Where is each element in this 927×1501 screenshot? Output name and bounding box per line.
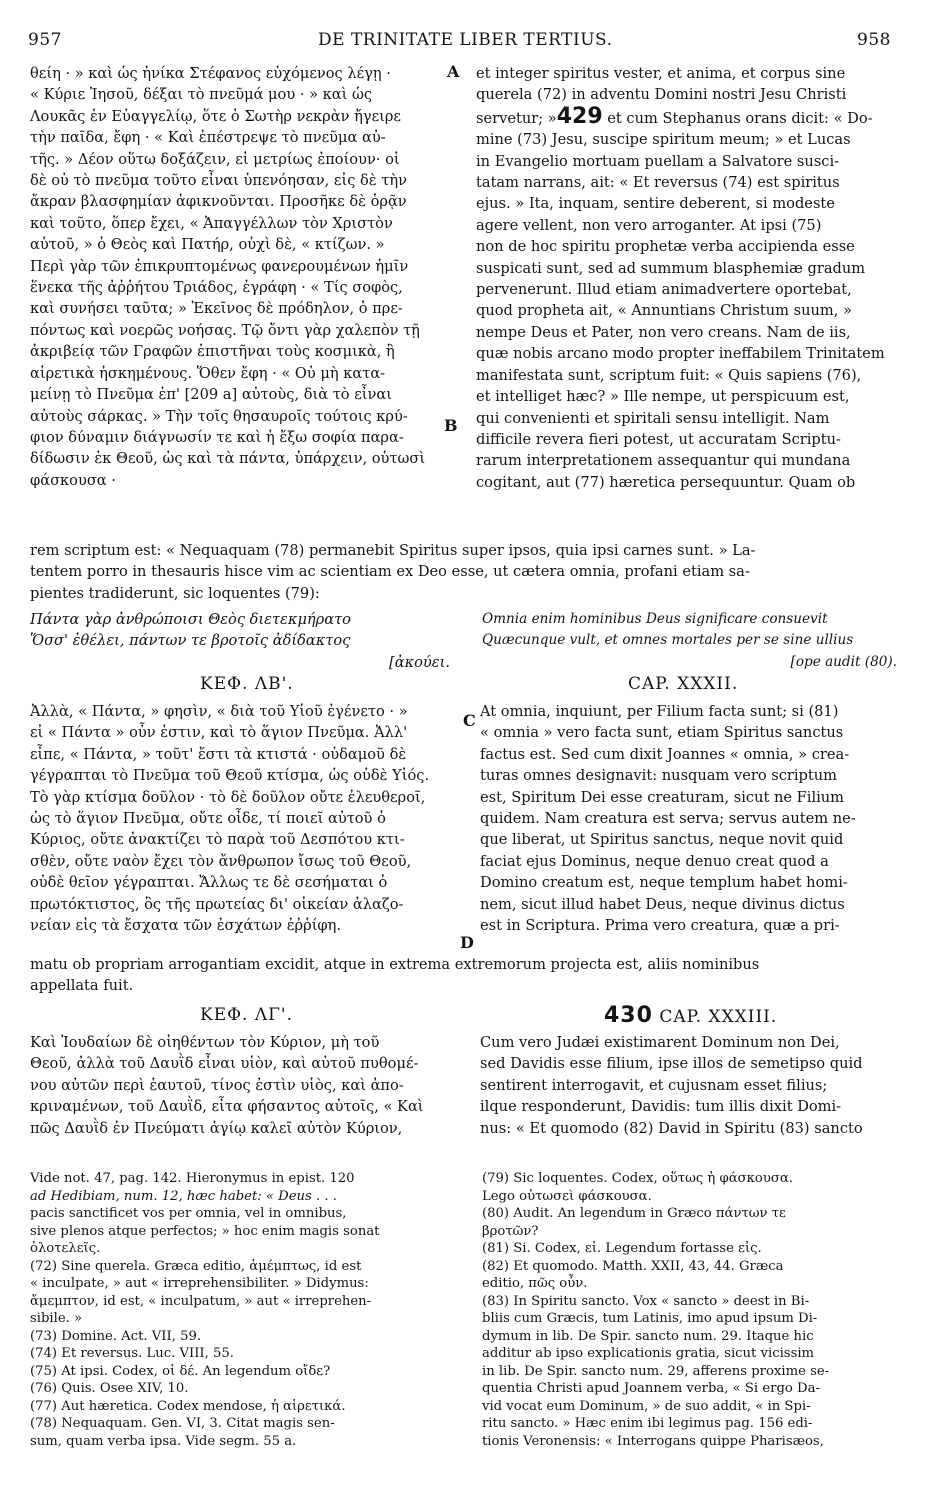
greek-column-1 [30, 63, 440, 491]
greek-line: καὶ τοῦτο, ὅπερ ἔχει, « Ἀπαγγέλλων τὸν Χριστὸν [30, 214, 393, 232]
footnote-line: ὁλοτελεῖς. [30, 1241, 101, 1256]
greek-line: εἶπε, « Πάντα, » τοῦτ' ἔστι τὰ κτιστά · οὐδαμοῦ δὲ [30, 745, 407, 763]
full-width-text-2 [30, 954, 900, 997]
greek-line: ὡς τὸ ἅγιον Πνεῦμα, οὔτε οἶδε, τί ποιεῖ αὐτοῦ ὁ [30, 810, 386, 828]
column-marker-429: 429 [556, 103, 603, 129]
full-line: tentem porro in thesauris hisce vim ac scientiam ex Deo esse, ut cætera omnia, profani etiam sa- [30, 563, 750, 581]
greek-line: τὴν παῖδα, ἔφη · « Καὶ ἐπέστρεψε τὸ πνεῦμα αὐ- [30, 129, 386, 147]
chapter-title-latin [604, 1003, 777, 1028]
latin-line: At omnia, inquiunt, per Filium facta sunt; si (81) [480, 703, 839, 720]
greek-line: οὐδὲ θεῖον γέγραπται. Ἄλλως τε δὲ σεσήμαται ὁ [30, 874, 388, 892]
greek-line: νείαν εἰς τὰ ἔσχατα τῶν ἐσχάτων ἐῤῥίφη. [30, 917, 342, 935]
greek-verse [30, 609, 450, 673]
footnote-line: (77) Aut hæretica. Codex mendose, ἡ αἱρετικά. [30, 1398, 346, 1414]
page-number-right: 958 [857, 30, 891, 50]
latin-line: querela (72) in adventu Domini nostri Jesu Christi [476, 86, 847, 104]
latin-line: est in Scriptura. Prima vero creatura, quæ a pri- [480, 917, 840, 935]
chapter-title-greek: ΚΕΦ. ΛΓ'. [200, 1005, 294, 1025]
latin-line-segment: et cum Stephanus orans dicit: « Do- [607, 109, 873, 127]
latin-line: sentirent interrogavit, et cujusnam esset filius; [480, 1076, 828, 1094]
footnote-line: (76) Quis. Osee XIV, 10. [30, 1381, 189, 1396]
footnote-line: Vide not. 47, pag. 142. Hieronymus in epist. 120 [30, 1171, 355, 1186]
greek-line: πῶς Δαυῒδ ἐν Πνεύματι ἁγίῳ καλεῖ αὐτὸν Κύριον, [30, 1119, 403, 1137]
greek-line: Θεοῦ, ἀλλὰ τοῦ Δαυῒδ εἶναι υἱὸν, καὶ αὐτοῦ πυθομέ- [30, 1055, 419, 1073]
verse-line: Ὅσσ' ἐθέλει, πάντων τε βροτοῖς ἀδίδακτος [30, 632, 351, 650]
latin-line: est, Spiritum Dei esse creaturam, sicut ne Filium [480, 788, 845, 806]
greek-line: θείη · » καὶ ὡς ἡνίκα Στέφανος εὐχόμενος λέγῃ · [30, 65, 391, 82]
latin-line: suspicati sunt, sed ad summum blasphemiæ gradum [476, 259, 866, 277]
footnote-line: (78) Nequaquam. Gen. VI, 3. Citat magis sen- [30, 1416, 335, 1431]
verse-line: [ope audit (80). [790, 653, 897, 670]
footnote-line: editio, πῶς οὖν. [482, 1276, 588, 1291]
latin-line: tatam narrans, ait: « Et reversus (74) est spiritus [476, 174, 840, 192]
greek-column-2 [30, 701, 450, 936]
footnote-line: Lego οὑτωσεὶ φάσκουσα. [482, 1188, 652, 1204]
greek-line: σθὲν, οὔτε ναὸν ἔχει τὸν ἄνθρωπον ἴσως τοῦ Θεοῦ, [30, 852, 412, 870]
latin-line: et intelliget hæc? » Ille nempe, ut perspicuum est, [476, 388, 850, 406]
full-line: pientes tradiderunt, sic loquentes (79): [30, 584, 320, 602]
verse-line: [ἀκούει. [389, 653, 450, 671]
latin-line: pervenerunt. Illud etiam animadvertere oportebat, [476, 281, 852, 299]
greek-line: πόντως καὶ νοερῶς νοήσας. Τῷ ὄντι γὰρ χαλεπὸν τῇ [30, 321, 420, 339]
latin-line: que liberat, ut Spiritus sanctus, neque novit quid [480, 831, 844, 849]
latin-line: nempe Deus et Pater, non vero creans. Nam de iis, [476, 323, 851, 341]
footnote-line: sive plenos atque perfectos; » hoc enim magis sonat [30, 1223, 380, 1239]
latin-line: Cum vero Judæi existimarent Dominum non Dei, [480, 1034, 840, 1051]
footnote-line: ritu sancto. » Hæc enim ibi legimus pag. 156 edi- [482, 1416, 813, 1431]
greek-line: αὐτοὺς σάρκας. » Τὴν τοῖς θησαυροῖς τούτοις κρύ- [30, 407, 408, 425]
verse-line: Quæcunque vult, et omnes mortales per se sine ullius [482, 632, 854, 649]
latin-verse [482, 609, 897, 673]
greek-line: νου αὐτῶν περὶ ἑαυτοῦ, τίνος ἐστὶν υἱὸς, καὶ ἀπο- [30, 1076, 404, 1094]
latin-line: « omnia » vero facta sunt, etiam Spiritus sanctus [480, 724, 844, 742]
footnote-line: (74) Et reversus. Luc. VIII, 55. [30, 1346, 234, 1361]
footnote-line: (79) Sic loquentes. Codex, οὕτως ἡ φάσκουσα. [482, 1171, 793, 1186]
running-title: DE TRINITATE LIBER TERTIUS. [318, 30, 613, 50]
footnote-line: ad Hedibiam, num. 12, hæc habet: « Deus . . . [30, 1188, 337, 1204]
margin-letter-b: B [444, 416, 458, 435]
greek-line: Λουκᾶς ἐν Εὐαγγελίῳ, ὅτε ὁ Σωτὴρ νεκρὰν ἤγειρε [30, 107, 401, 125]
footnote-line: sibile. » [30, 1311, 83, 1326]
full-width-text-1 [30, 540, 900, 604]
greek-line: « Κύριε Ἰησοῦ, δέξαι τὸ πνεῦμά μου · » καὶ ὡς [30, 86, 373, 104]
margin-letter-d: D [460, 933, 474, 952]
greek-line: κριναμένων, τοῦ Δαυῒδ, εἶτα φήσαντος αὐτοῖς, « Καὶ [30, 1098, 424, 1116]
greek-line: αἱρετικὰ ἠσκημένους. Ὅθεν ἔφη · « Οὐ μὴ κατα- [30, 364, 386, 382]
greek-line: ἕνεκα τῆς ἀῤῥήτου Τριάδος, ἐγράφη · « Τίς σοφὸς, [30, 279, 403, 297]
latin-line: rarum interpretationem assequantur qui mundana [476, 452, 851, 470]
full-line: matu ob propriam arrogantiam excidit, atque in extrema extremorum projecta est, aliis nominibus [30, 956, 760, 973]
greek-line: δίδωσιν ἐκ Θεοῦ, ὡς καὶ τὰ πάντα, ὑπάρχειν, οὑτωσὶ [30, 450, 426, 468]
latin-line: nem, sicut illud habet Deus, neque divinus dictus [480, 895, 845, 913]
greek-line: πρωτόκτιστος, ὃς τῆς πρωτείας δι' οἰκείαν ἀλαζο- [30, 895, 404, 913]
latin-line: quæ nobis arcano modo propter ineffabilem Trinitatem [476, 345, 885, 363]
footnote-line: (73) Domine. Act. VII, 59. [30, 1328, 202, 1344]
greek-column-3 [30, 1032, 450, 1139]
latin-line: in Evangelio mortuam puellam a Salvatore susci- [476, 152, 840, 170]
greek-line: φάσκουσα · [30, 471, 116, 489]
footnote-line: βροτῶν? [482, 1223, 539, 1239]
greek-line: Ἀλλὰ, « Πάντα, » φησὶν, « διὰ τοῦ Υἱοῦ ἐγένετο · » [30, 703, 408, 720]
latin-line: faciat ejus Dominus, neque denuo creat quod a [480, 852, 829, 870]
margin-letter-c: C [463, 711, 476, 730]
greek-line: ἄκραν βλασφημίαν ἀφικνοῦνται. Προσῆκε δὲ ὁρᾷν [30, 193, 407, 211]
latin-line: factus est. Sed cum dixit Joannes « omnia, » crea- [480, 745, 850, 763]
footnote-line: (80) Audit. An legendum in Græco πάντων τε [482, 1206, 786, 1221]
page-number-left: 957 [28, 30, 62, 50]
greek-line: μείνῃ τὸ Πνεῦμα ἐπ' [209 a] αὐτοὺς, διὰ τὸ εἶναι [30, 386, 392, 404]
footnote-line: vid vocat eum Dominum, » de suo addit, « in Spi- [482, 1398, 811, 1414]
greek-line: τῆς. » Δέον οὕτω δοξάζειν, εἰ μετρίως ἐποίουν· οἱ [30, 150, 400, 168]
latin-line: qui convenienti et spiritali sensu intelligit. Nam [476, 409, 830, 427]
latin-line [476, 103, 896, 129]
footnote-line: tionis Veronensis: « Interrogans quippe Pharisæos, [482, 1433, 824, 1449]
latin-line: sed Davidis esse filium, ipse illos de semetipso quid [480, 1055, 863, 1073]
latin-column-1 [476, 63, 896, 493]
greek-line: Περὶ γὰρ τῶν ἐπικρυπτομένως φανερουμένων ἡμῖν [30, 257, 409, 275]
greek-line: δὲ οὐ τὸ πνεῦμα τοῦτο εἶναι ὑπενόησαν, εἰς δὲ τὴν [30, 172, 407, 190]
chapter-title-latin-text: CAP. XXXIII. [659, 1007, 778, 1027]
greek-line: γέγραπται τὸ Πνεῦμα τοῦ Θεοῦ κτίσμα, ὡς οὐδὲ Υἱός. [30, 767, 430, 785]
latin-line: quidem. Nam creatura est serva; servus autem ne- [480, 810, 856, 828]
greek-line: αὐτοῦ, » ὁ Θεὸς καὶ Πατήρ, οὐχὶ δὲ, « κτίζων. » [30, 236, 385, 254]
latin-line: agere vellent, non vero arroganter. At ipsi (75) [476, 216, 822, 234]
latin-column-2 [480, 701, 900, 936]
footnote-line: (82) Et quomodo. Matth. XXII, 43, 44. Græca [482, 1258, 784, 1274]
latin-line: cogitant, aut (77) hæretica persequuntur. Quam ob [476, 473, 856, 491]
verse-line: Πάντα γὰρ ἀνθρώποισι Θεὸς διετεκμήρατο [30, 611, 351, 628]
latin-line: difficile revera fieri potest, ut accuratam Scriptu- [476, 430, 841, 448]
footnote-line: dymum in lib. De Spir. sancto num. 29. Itaque hic [482, 1328, 814, 1344]
footnotes-left [30, 1170, 455, 1450]
chapter-title-latin: CAP. XXXII. [628, 674, 739, 694]
greek-line: εἰ « Πάντα » οὖν ἐστιν, καὶ τὸ ἅγιον Πνεῦμα. Ἀλλ' [30, 724, 408, 742]
latin-line: Domino creatum est, neque templum habet homi- [480, 874, 848, 892]
footnote-line: « inculpate, » aut « irreprehensibiliter. » Didymus: [30, 1276, 369, 1291]
greek-line: Κύριος, οὔτε ἀνακτίζει τὸ παρὰ τοῦ Δεσπότου κτι- [30, 831, 405, 849]
greek-line: φιον δύναμιν διάγνωσίν τε καὶ ἡ ἔξω σοφία παρα- [30, 428, 404, 446]
latin-line: manifestata sunt, scriptum fuit: « Quis sapiens (76), [476, 366, 862, 384]
chapter-title-greek: ΚΕΦ. ΛΒ'. [200, 674, 294, 694]
latin-line: turas omnes designavit: nusquam vero scriptum [480, 767, 838, 785]
full-line: rem scriptum est: « Nequaquam (78) permanebit Spiritus super ipsos, quia ipsi carnes sunt. » La- [30, 542, 756, 559]
verse-line: Omnia enim hominibus Deus significare consuevit [482, 611, 828, 627]
footnote-line: additur ab ipso explicationis gratia, sicut vicissim [482, 1346, 815, 1361]
footnote-line: quentia Christi apud Joannem verba, « Si ergo Da- [482, 1381, 820, 1396]
greek-line: καὶ συνήσει ταῦτα; » Ἐκεῖνος δὲ πρόδηλον, ὁ πρε- [30, 300, 403, 318]
latin-line: mine (73) Jesu, suscipe spiritum meum; » et Lucas [476, 131, 851, 149]
footnote-line: (83) In Spiritu sancto. Vox « sancto » deest in Bi- [482, 1293, 810, 1309]
latin-line: quod propheta ait, « Annuntians Christum suum, » [476, 302, 852, 320]
latin-line: non de hoc spiritu prophetæ verba accipienda esse [476, 238, 855, 256]
footnote-line: (75) At ipsi. Codex, οἱ δέ. An legendum οἴδε? [30, 1363, 331, 1379]
latin-column-3 [480, 1032, 900, 1139]
footnote-line: (72) Sine querela. Græca editio, ἀμέμπτως, id est [30, 1258, 362, 1274]
greek-line: Τὸ γὰρ κτίσμα δοῦλον · τὸ δὲ δοῦλον οὔτε ἐλευθεροῖ, [30, 788, 426, 806]
footnote-line: ἄμεμπτον, id est, « inculpatum, » aut « irreprehen- [30, 1293, 372, 1309]
latin-line: ejus. » Ita, inquam, sentire deberent, si modeste [476, 195, 835, 213]
footnote-line: pacis sanctificet vos per omnia, vel in omnibus, [30, 1206, 347, 1221]
footnote-line: (81) Si. Codex, εἰ. Legendum fortasse εἰς. [482, 1241, 762, 1256]
latin-line: et integer spiritus vester, et anima, et corpus sine [476, 65, 846, 82]
footnotes-right [482, 1170, 897, 1450]
greek-line: Καὶ Ἰουδαίων δὲ οἰηθέντων τὸν Κύριον, μὴ τοῦ [30, 1034, 380, 1051]
column-marker-430: 430 [604, 1003, 653, 1028]
latin-line: ilque responderunt, Davidis: tum illis dixit Domi- [480, 1098, 842, 1116]
footnote-line: bliis cum Græcis, tum Latinis, imo apud ipsum Di- [482, 1311, 818, 1326]
greek-line: ἀκριβείᾳ τῶν Γραφῶν ἐπιστῆναι τοὺς κοσμικὰ, ἢ [30, 343, 395, 361]
latin-line: nus: « Et quomodo (82) David in Spiritu (83) sancto [480, 1119, 863, 1137]
latin-line-segment: servetur; » [476, 109, 557, 127]
margin-letter-a: A [447, 62, 460, 81]
footnote-line: sum, quam verba ipsa. Vide segm. 55 a. [30, 1433, 297, 1449]
footnote-line: in lib. De Spir. sancto num. 29, afferens proxime se- [482, 1363, 830, 1379]
full-line: appellata fuit. [30, 977, 134, 995]
